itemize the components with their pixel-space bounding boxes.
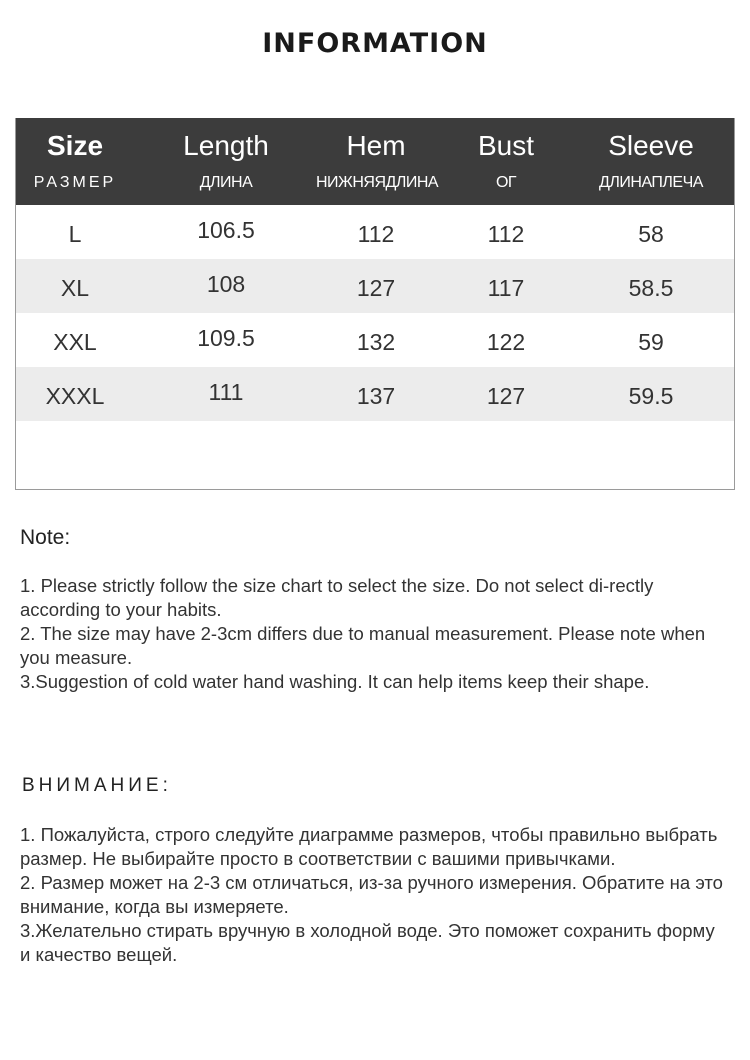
note-ru-item: 3.Желательно стирать вручную в холодной воде. Это поможет сохранить форму и качество вещей. <box>20 920 715 965</box>
page-title: INFORMATION <box>262 28 488 59</box>
note-ru-heading: ВНИМАНИЕ: <box>22 775 172 796</box>
table-header <box>16 118 734 205</box>
cell-length: 108 <box>206 271 246 297</box>
cell-hem: 112 <box>357 221 395 247</box>
cell-size: XXXL <box>45 383 105 409</box>
table-row <box>16 367 734 421</box>
cell-sleeve: 59 <box>638 329 664 355</box>
table-row <box>16 313 734 367</box>
header-label: Bust <box>477 130 535 161</box>
cell-size: XL <box>60 275 90 301</box>
header-size <box>16 118 134 205</box>
note-ru-list <box>20 823 725 967</box>
header-length <box>166 118 286 205</box>
size-table <box>15 118 735 490</box>
header-hem <box>316 118 439 205</box>
cell-bust: 112 <box>487 221 525 247</box>
header-sublabel: РАЗМЕР <box>33 174 117 191</box>
header-sublabel: ДЛИНАПЛЕЧА <box>599 174 703 191</box>
cell-hem: 137 <box>356 383 396 409</box>
header-sleeve <box>586 118 716 205</box>
note-item: 3.Suggestion of cold water hand washing. It can help items keep their shape. <box>20 671 650 692</box>
header-sublabel: ОГ <box>495 174 517 191</box>
cell-length: 109.5 <box>197 325 255 351</box>
cell-sleeve: 59.5 <box>628 383 674 409</box>
header-label: Size <box>46 130 104 161</box>
header-label: Hem <box>346 130 406 161</box>
cell-sleeve: 58 <box>638 221 664 247</box>
header-label: Sleeve <box>608 130 694 161</box>
cell-size: L <box>68 221 82 247</box>
header-sublabel: ДЛИНА <box>199 174 253 191</box>
table-row <box>16 259 734 313</box>
note-list <box>20 574 720 694</box>
header-label: Length <box>183 130 269 161</box>
note-item: 1. Please strictly follow the size chart to select the size. Do not select di-rectly according to your habits. <box>20 575 654 620</box>
note-item: 2. The size may have 2-3cm differs due to manual measurement. Please note when you measure. <box>20 623 706 668</box>
note-ru-item: 2. Размер может на 2-3 см отличаться, из-за ручного измерения. Обратите на это внимание, когда вы измеряете. <box>20 872 723 917</box>
cell-size: XXL <box>53 329 97 355</box>
cell-bust: 127 <box>486 383 526 409</box>
table-row <box>16 205 734 259</box>
note-heading: Note: <box>20 526 71 549</box>
cell-hem: 132 <box>356 329 396 355</box>
cell-length: 111 <box>208 379 244 405</box>
cell-bust: 122 <box>486 329 526 355</box>
cell-bust: 117 <box>487 275 525 301</box>
header-bust <box>456 118 556 205</box>
header-sublabel: НИЖНЯЯДЛИНА <box>316 174 439 191</box>
note-ru-item: 1. Пожалуйста, строго следуйте диаграмме размеров, чтобы правильно выбрать размер. Не выбирайте просто в соответствии с вашими привычками. <box>20 824 718 869</box>
cell-sleeve: 58.5 <box>628 275 674 301</box>
cell-hem: 127 <box>356 275 396 301</box>
cell-length: 106.5 <box>197 217 255 243</box>
